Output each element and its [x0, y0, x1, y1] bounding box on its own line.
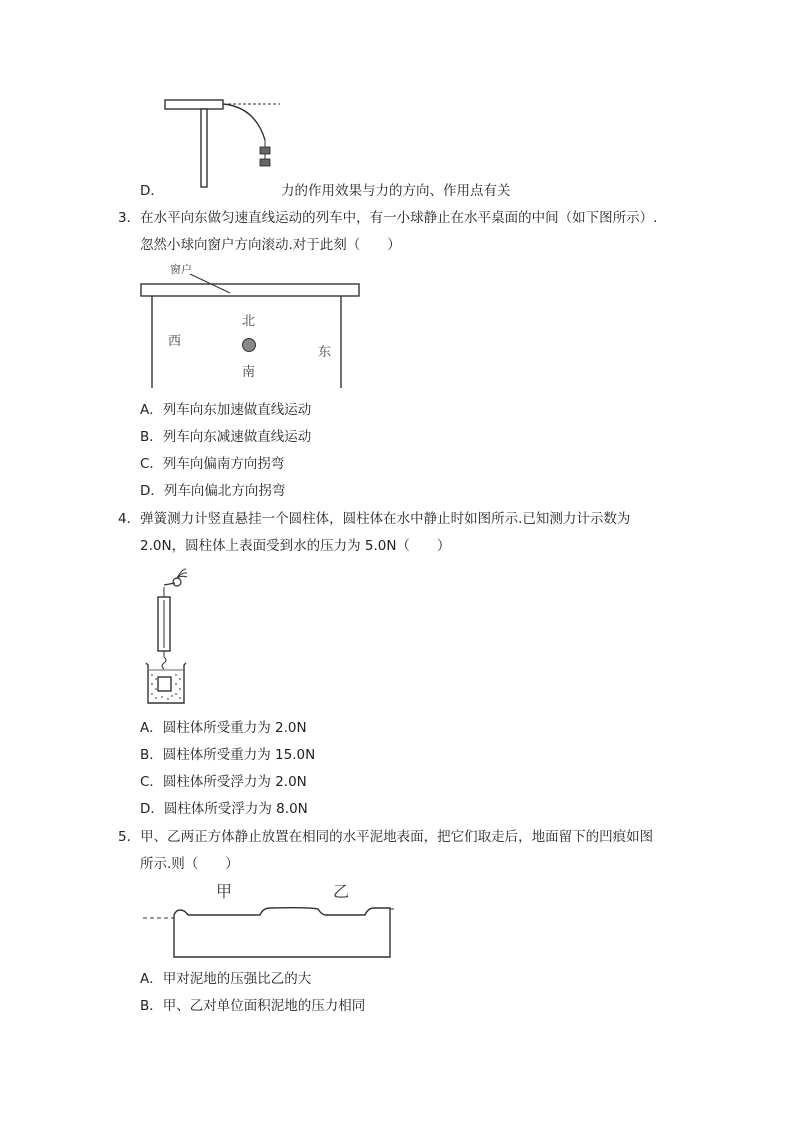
east-label: 东	[318, 345, 332, 360]
mud-dent-figure	[138, 875, 398, 965]
q4-stem-line2: 2.0N，圆柱体上表面受到水的压力为 5.0N（ ）	[140, 538, 451, 554]
train-table-figure	[138, 258, 363, 393]
q3-option-a[interactable]: A．列车向东加速做直线运动	[140, 402, 312, 418]
q3-option-c[interactable]: C．列车向偏南方向拐弯	[140, 456, 285, 472]
window-label: 窗户	[170, 263, 192, 276]
q5-option-a[interactable]: A．甲对泥地的压强比乙的大	[140, 971, 312, 987]
q4-option-d[interactable]: D．圆柱体所受浮力为 8.0N	[140, 801, 308, 817]
jia-label: 甲	[216, 882, 233, 901]
spring-scale-figure	[140, 565, 200, 715]
q4-stem-line1: 4．弹簧测力计竖直悬挂一个圆柱体，圆柱体在水中静止时如图所示.已知测力计示数为	[118, 511, 631, 527]
q3-option-b[interactable]: B．列车向东减速做直线运动	[140, 429, 312, 445]
q3-stem-line2: 忽然小球向窗户方向滚动.对于此刻（ ）	[140, 237, 401, 253]
q5-stem-line1: 5．甲、乙两正方体静止放置在相同的水平泥地表面，把它们取走后，地面留下的凹痕如图	[118, 829, 654, 845]
ruler-bending-figure	[160, 95, 285, 190]
q2-option-d[interactable]	[140, 181, 164, 201]
west-label: 西	[168, 334, 182, 349]
q4-option-c[interactable]: C．圆柱体所受浮力为 2.0N	[140, 774, 307, 790]
q5-stem-line2: 所示.则（ ）	[140, 856, 239, 872]
q2-option-d-text: 力的作用效果与力的方向、作用点有关	[281, 183, 511, 199]
q5-option-b[interactable]: B．甲、乙对单位面积泥地的压力相同	[140, 998, 366, 1014]
q2-option-d-label: D．	[140, 183, 164, 199]
q4-option-a[interactable]: A．圆柱体所受重力为 2.0N	[140, 720, 307, 736]
q3-stem-line1: 3．在水平向东做匀速直线运动的列车中，有一小球静止在水平桌面的中间（如下图所示）.	[118, 210, 658, 226]
ball	[243, 339, 256, 352]
north-label: 北	[242, 314, 256, 329]
south-label: 南	[242, 365, 256, 380]
yi-label: 乙	[333, 882, 350, 901]
q3-option-d[interactable]: D．列车向偏北方向拐弯	[140, 483, 286, 499]
q4-option-b[interactable]: B．圆柱体所受重力为 15.0N	[140, 747, 316, 763]
